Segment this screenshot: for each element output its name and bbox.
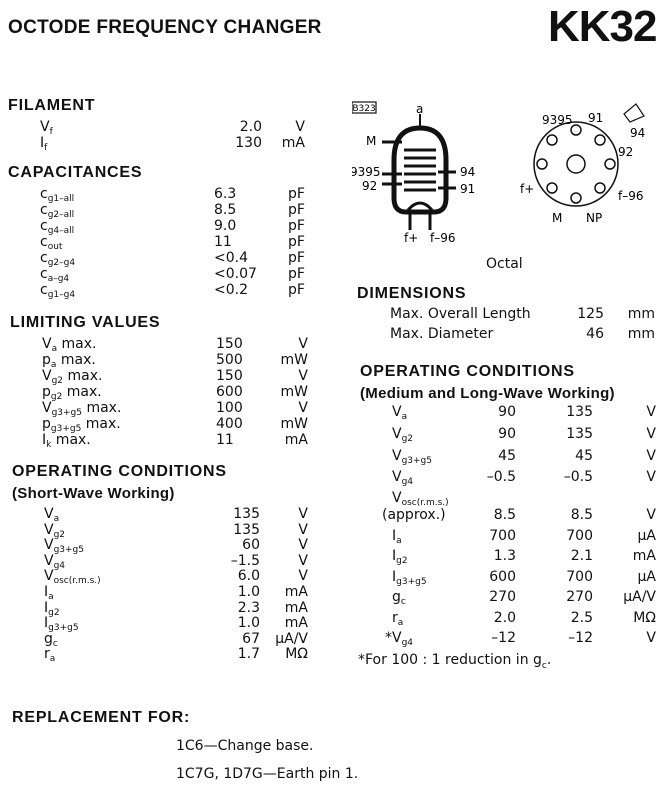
pin-m-label: M	[552, 211, 563, 225]
grid-91-label: 91	[460, 182, 476, 196]
param-unit: pF	[288, 186, 305, 202]
param-value: 1.7	[237, 646, 260, 663]
param-symbol: $V_{g3+g5}$ max.	[42, 400, 122, 418]
capacitances-heading: CAPACITANCES	[8, 164, 143, 181]
base-pin-diagram	[512, 100, 657, 230]
param-value: 600	[216, 384, 243, 400]
param-symbol: $g_c$	[44, 630, 58, 649]
param-value: 6.0	[237, 568, 260, 585]
param-value: 9.0	[214, 218, 237, 234]
op-medium-subheading: (Medium and Long-Wave Working)	[360, 385, 615, 402]
param-value-1: 2.0	[493, 610, 516, 626]
param-unit: V	[298, 506, 308, 522]
param-unit: mA	[281, 135, 305, 151]
param-symbol: $V_{osc(r.m.s.)}$	[392, 490, 449, 508]
pin-94-label: 94	[630, 126, 646, 140]
pin-np-label: NP	[586, 211, 603, 225]
param-symbol: $p_{g3+g5}$ max.	[42, 416, 121, 434]
op-medium-footnote: *For 100 : 1 reduction in $g_c$.	[358, 652, 552, 671]
param-value-1: 45	[498, 448, 516, 464]
param-symbol: $p_{g2}$ max.	[42, 384, 102, 402]
param-unit: V	[646, 448, 656, 464]
table-row	[0, 306, 661, 322]
param-value-2: 2.5	[570, 610, 593, 626]
param-value-2: 45	[575, 448, 593, 464]
param-unit: V	[298, 521, 308, 538]
param-value: –1.5	[230, 552, 260, 569]
param-value: 130	[235, 135, 262, 151]
param-value: <0.2	[214, 282, 248, 298]
param-value-2: 2.1	[570, 548, 593, 564]
param-value-2: 135	[566, 404, 593, 420]
param-unit: mA	[284, 615, 308, 632]
param-value-1: 8.5	[493, 507, 516, 523]
valve-side-diagram	[352, 100, 492, 250]
param-unit: pF	[288, 234, 305, 250]
param-value: 150	[216, 368, 243, 384]
param-unit: V	[646, 426, 656, 442]
param-value: 11	[214, 234, 232, 250]
page-title: OCTODE FREQUENCY CHANGER	[8, 17, 322, 38]
dimension-label: Max. Diameter	[390, 326, 494, 342]
param-symbol: $V_{g3+g5}$	[392, 448, 432, 466]
param-symbol: $g_c$	[392, 589, 406, 607]
param-value-2: 135	[566, 426, 593, 442]
param-value-1: 1.3	[493, 548, 516, 564]
table-row	[0, 528, 661, 544]
param-value: 400	[216, 416, 243, 432]
dimension-value: 46	[586, 326, 604, 342]
dimensions-heading: DIMENSIONS	[357, 285, 467, 302]
param-value-2: 8.5	[570, 507, 593, 523]
param-value: 500	[216, 352, 243, 368]
dimension-label: Max. Overall Length	[390, 306, 531, 322]
param-symbol: $p_a$ max.	[42, 352, 96, 370]
param-unit: mA	[284, 584, 308, 600]
metal-label: M	[366, 134, 377, 148]
param-value: 2.0	[239, 119, 262, 135]
param-value-1: 270	[489, 589, 516, 605]
pin-92-label: 92	[618, 145, 634, 159]
param-value-1: 700	[489, 528, 516, 544]
param-unit: mW	[280, 384, 308, 400]
param-value: 135	[233, 521, 260, 538]
param-value: 150	[216, 336, 243, 352]
param-symbol: $V_{g2}$	[392, 426, 414, 444]
param-symbol: $I_{g3+g5}$	[44, 615, 79, 634]
param-unit: µA/V	[275, 630, 308, 647]
param-value: 1.0	[237, 615, 260, 632]
table-row	[0, 589, 661, 605]
base-code-label: B323	[352, 104, 376, 114]
table-row	[0, 630, 661, 646]
param-unit: pF	[288, 218, 305, 234]
table-row	[0, 448, 661, 464]
param-unit: µA/V	[623, 589, 656, 605]
table-row	[0, 548, 661, 564]
param-symbol: $V_a$	[44, 506, 60, 524]
param-unit: V	[646, 630, 656, 646]
table-row	[0, 469, 661, 485]
param-symbol: $V_{g4}$	[44, 552, 66, 571]
param-symbol: $V_f$	[40, 119, 53, 137]
param-unit: V	[298, 336, 308, 352]
param-symbol: $I_{g2}$	[392, 548, 408, 566]
anode-label: a	[416, 102, 424, 116]
filament-plus-label: f+	[404, 231, 419, 245]
pin-91-label: 91	[588, 111, 604, 125]
param-value: <0.4	[214, 250, 248, 266]
param-value-1: –0.5	[486, 469, 516, 485]
table-row	[0, 266, 661, 282]
param-unit: V	[298, 400, 308, 416]
param-symbol: $V_a$ max.	[42, 336, 97, 354]
table-row	[0, 490, 661, 506]
table-row	[0, 507, 661, 523]
param-symbol: $I_{g2}$	[44, 599, 60, 618]
replacement-item-1: 1C6—Change base.	[176, 738, 314, 754]
filament-minus-label: f–96	[430, 231, 456, 245]
param-unit: pF	[288, 266, 305, 282]
param-unit: µA	[637, 528, 656, 544]
dimension-unit: mm	[627, 326, 655, 342]
table-row	[0, 569, 661, 585]
limiting-values-heading: LIMITING VALUES	[10, 314, 161, 331]
base-type-label: Octal	[486, 256, 523, 272]
param-symbol: $I_a$	[392, 528, 402, 546]
param-unit: MΩ	[285, 646, 308, 663]
param-unit: V	[298, 368, 308, 384]
dimension-value: 125	[577, 306, 604, 322]
param-unit: pF	[288, 250, 305, 266]
param-symbol: $c_{g1-g4}$	[40, 282, 76, 300]
table-row	[0, 404, 661, 420]
param-unit: V	[298, 537, 308, 554]
replacement-heading: REPLACEMENT FOR:	[12, 709, 191, 726]
grid-9395-label: 9395	[352, 165, 381, 179]
table-row	[0, 610, 661, 626]
param-value: 6.3	[214, 186, 237, 202]
param-value-2: 270	[566, 589, 593, 605]
param-value: 8.5	[214, 202, 237, 218]
param-value: 11	[216, 432, 234, 448]
param-symbol: (approx.)	[382, 507, 446, 523]
param-symbol: $r_a$	[44, 646, 56, 665]
param-value-2: –12	[568, 630, 593, 646]
param-unit: mA	[284, 599, 308, 616]
param-symbol: $V_{g2}$	[44, 521, 66, 540]
param-symbol: $V_{osc(r.m.s.)}$	[44, 568, 101, 587]
param-unit: V	[298, 552, 308, 569]
param-value: 100	[216, 400, 243, 416]
valve-type-code: KK32	[548, 2, 657, 51]
param-value-2: 700	[566, 528, 593, 544]
table-row	[0, 282, 661, 298]
filament-heading: FILAMENT	[8, 97, 96, 114]
param-symbol: $*V_{g4}$	[385, 630, 414, 648]
param-unit: µA	[637, 569, 656, 585]
base-pinout-drawing	[512, 100, 657, 230]
param-value: 2.3	[237, 599, 260, 616]
param-value: 67	[242, 630, 260, 647]
table-row	[0, 646, 661, 665]
table-row	[0, 326, 661, 342]
param-value: <0.07	[214, 266, 257, 282]
op-medium-heading: OPERATING CONDITIONS	[360, 363, 575, 380]
param-value: 60	[242, 537, 260, 554]
param-unit: pF	[288, 282, 305, 298]
param-symbol: $I_a$	[44, 584, 54, 602]
pin-fminus-label: f–96	[618, 189, 644, 203]
valve-outline-drawing	[352, 100, 492, 250]
grid-92-label: 92	[362, 179, 378, 193]
replacement-item-2: 1C7G, 1D7G—Earth pin 1.	[176, 766, 359, 782]
param-value-1: 600	[489, 569, 516, 585]
param-value: 1.0	[237, 584, 260, 600]
param-value-1: –12	[491, 630, 516, 646]
param-unit: V	[298, 568, 308, 585]
param-unit: mW	[280, 416, 308, 432]
param-symbol: $c_{g1-all}$	[40, 186, 75, 204]
param-unit: V	[295, 119, 305, 135]
param-unit: mW	[280, 352, 308, 368]
param-symbol: $c_{g2-g4}$	[40, 250, 76, 268]
op-short-heading: OPERATING CONDITIONS	[12, 463, 227, 480]
table-row	[0, 426, 661, 442]
param-symbol: $V_{g3+g5}$	[44, 537, 84, 556]
pin-9395-label: 9395	[542, 113, 573, 127]
param-symbol: $c_{g2-all}$	[40, 202, 75, 220]
grid-94-label: 94	[460, 165, 476, 179]
param-symbol: $V_{g4}$	[392, 469, 414, 487]
param-unit: mA	[632, 548, 656, 564]
param-symbol: $r_a$	[392, 610, 404, 628]
dimension-unit: mm	[627, 306, 655, 322]
table-row	[0, 250, 661, 266]
param-symbol: $c_{g4-all}$	[40, 218, 75, 236]
param-value: 135	[233, 506, 260, 522]
param-unit: V	[646, 507, 656, 523]
param-unit: V	[646, 469, 656, 485]
param-value-2: –0.5	[563, 469, 593, 485]
param-symbol: $I_{g3+g5}$	[392, 569, 427, 587]
pin-fplus-label: f+	[520, 182, 535, 196]
param-symbol: $I_k$ max.	[42, 432, 91, 450]
param-symbol: $I_f$	[40, 135, 48, 153]
param-unit: mA	[284, 432, 308, 448]
param-value-1: 90	[498, 426, 516, 442]
param-unit: MΩ	[633, 610, 656, 626]
table-row	[0, 234, 661, 250]
param-unit: V	[646, 404, 656, 420]
param-symbol: $V_a$	[392, 404, 408, 422]
param-symbol: $V_{g2}$ max.	[42, 368, 103, 386]
param-symbol: $c_{a-g4}$	[40, 266, 70, 284]
op-short-subheading: (Short-Wave Working)	[12, 485, 175, 502]
param-unit: pF	[288, 202, 305, 218]
param-value-1: 90	[498, 404, 516, 420]
param-value-2: 700	[566, 569, 593, 585]
param-symbol: $c_{out}$	[40, 234, 63, 252]
